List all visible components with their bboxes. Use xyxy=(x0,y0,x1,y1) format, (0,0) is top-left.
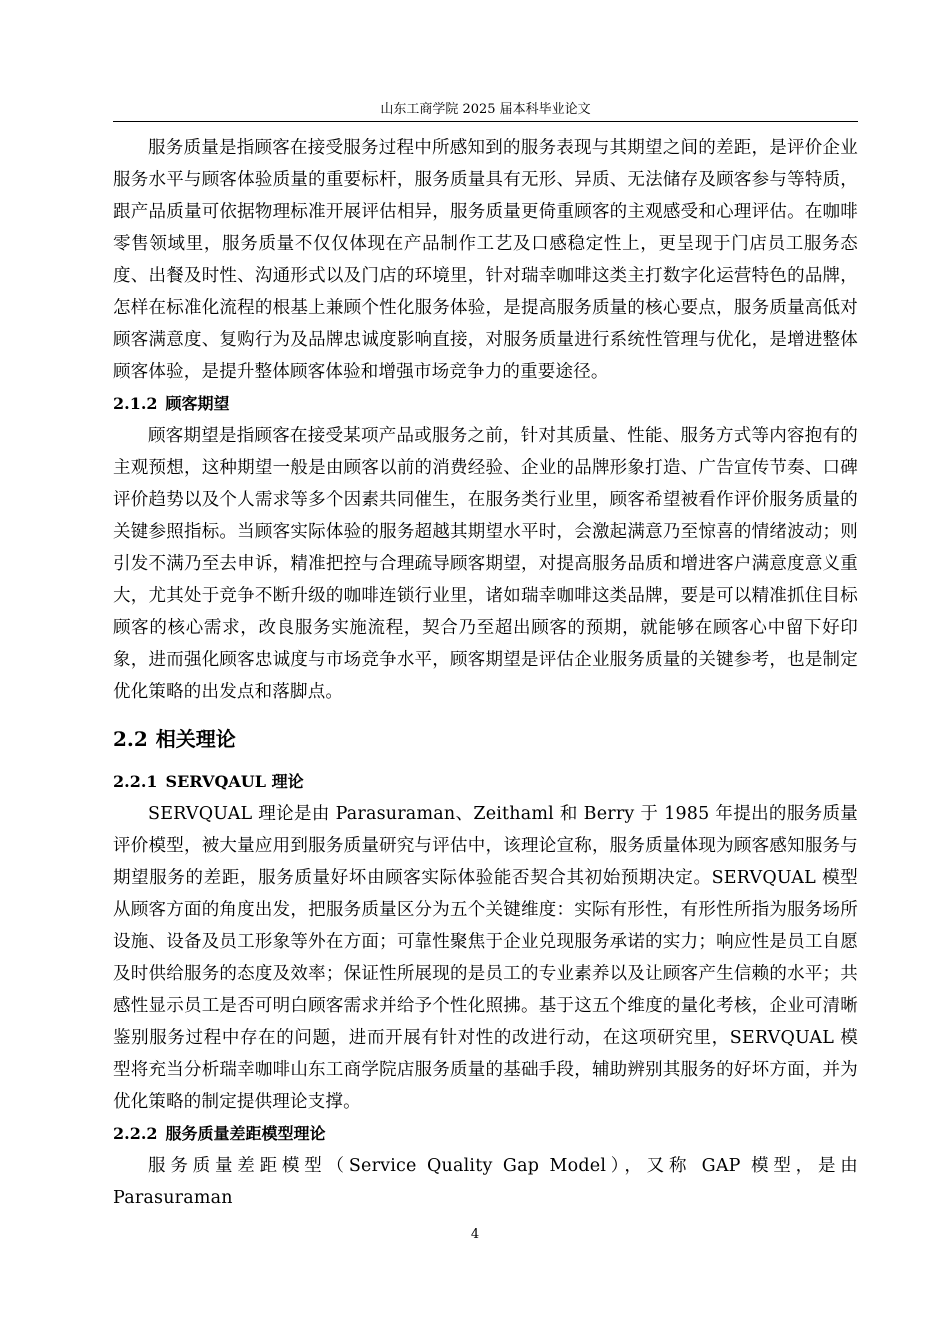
intro-paragraph: 服务质量是指顾客在接受服务过程中所感知到的服务表现与其期望之间的差距，是评价企业服务水平与顾客体验质量的重要标杆，服务质量具有无形、异质、无法储存及顾客参与等特质，跟产品质量可依据物理标准开展评估相异，服务质量更倚重顾客的主观感受和心理评估。在咖啡零售领域里，服务质量不仅仅体现在产品制作工艺及口感稳定性上，更呈现于门店员工服务态度、出餐及时性、沟通形式以及门店的环境里，针对瑞幸咖啡这类主打数字化运营特色的品牌，怎样在标准化流程的根基上兼顾个性化服务体验，是提高服务质量的核心要点，服务质量高低对顾客满意度、复购行为及品牌忠诚度影响直接，对服务质量进行系统性管理与优化，是增进整体顾客体验，是提升整体顾客体验和增强市场竞争力的重要途径。 xyxy=(113,138,858,382)
heading-number: 2.2 xyxy=(113,727,148,751)
heading-2-2 xyxy=(113,722,858,756)
gap-model-paragraph: 服务质量差距模型（Service Quality Gap Model），又称 GAP 模型，是由 Parasuraman xyxy=(113,1156,858,1208)
running-header: 山东工商学院 2025 届本科毕业论文 xyxy=(380,102,591,117)
heading-title: 顾客期望 xyxy=(165,394,230,413)
heading-2-1-2 xyxy=(113,388,858,420)
heading-2-2-2 xyxy=(113,1118,858,1150)
heading-number: 2.2.2 xyxy=(113,1124,158,1143)
heading-title: SERVQAUL 理论 xyxy=(165,772,304,791)
page-number: 4 xyxy=(470,1227,480,1242)
heading-number: 2.1.2 xyxy=(113,394,158,413)
heading-2-2-1 xyxy=(113,766,858,798)
customer-expectation-paragraph: 顾客期望是指顾客在接受某项产品或服务之前，针对其质量、性能、服务方式等内容抱有的主观预想，这种期望一般是由顾客以前的消费经验、企业的品牌形象打造、广告宣传节奏、口碑评价趋势以及个人需求等多个因素共同催生，在服务类行业里，顾客希望被看作评价服务质量的关键参照指标。当顾客实际体验的服务超越其期望水平时，会激起满意乃至惊喜的情绪波动；则引发不满乃至去申诉，精准把控与合理疏导顾客期望，对提高服务品质和增进客户满意度意义重大，尤其处于竞争不断升级的咖啡连锁行业里，诸如瑞幸咖啡这类品牌，要是可以精准抓住目标顾客的核心需求，改良服务实施流程，契合乃至超出顾客的预期，就能够在顾客心中留下好印象，进而强化顾客忠诚度与市场竞争水平，顾客期望是评估企业服务质量的关键参考，也是制定优化策略的出发点和落脚点。 xyxy=(113,426,858,702)
heading-number: 2.2.1 xyxy=(113,772,158,791)
heading-title: 服务质量差距模型理论 xyxy=(165,1124,326,1143)
page-body xyxy=(113,132,858,1214)
header-rule xyxy=(113,121,858,122)
heading-title: 相关理论 xyxy=(155,727,236,751)
servqual-paragraph: SERVQUAL 理论是由 Parasuraman、Zeithaml 和 Berry 于 1985 年提出的服务质量评价模型，被大量应用到服务质量研究与评估中，该理论宣称，服务质量体现为顾客感知服务与期望服务的差距，服务质量好坏由顾客实际体验能否契合其初始预期决定。SERVQUAL 模型从顾客方面的角度出发，把服务质量区分为五个关键维度：实际有形性，有形性所指为服务场所设施、设备及员工形象等外在方面；可靠性聚焦于企业兑现服务承诺的实力；响应性是员工自愿及时供给服务的态度及效率；保证性所展现的是员工的专业素养以及让顾客产生信赖的水平；共感性显示员工是否可明白顾客需求并给予个性化照拂。基于这五个维度的量化考核，企业可清晰鉴别服务过程中存在的问题，进而开展有针对性的改进行动，在这项研究里，SERVQUAL 模型将充当分析瑞幸咖啡山东工商学院店服务质量的基础手段，辅助辨别其服务的好坏方面，并为优化策略的制定提供理论支撑。 xyxy=(113,804,858,1112)
